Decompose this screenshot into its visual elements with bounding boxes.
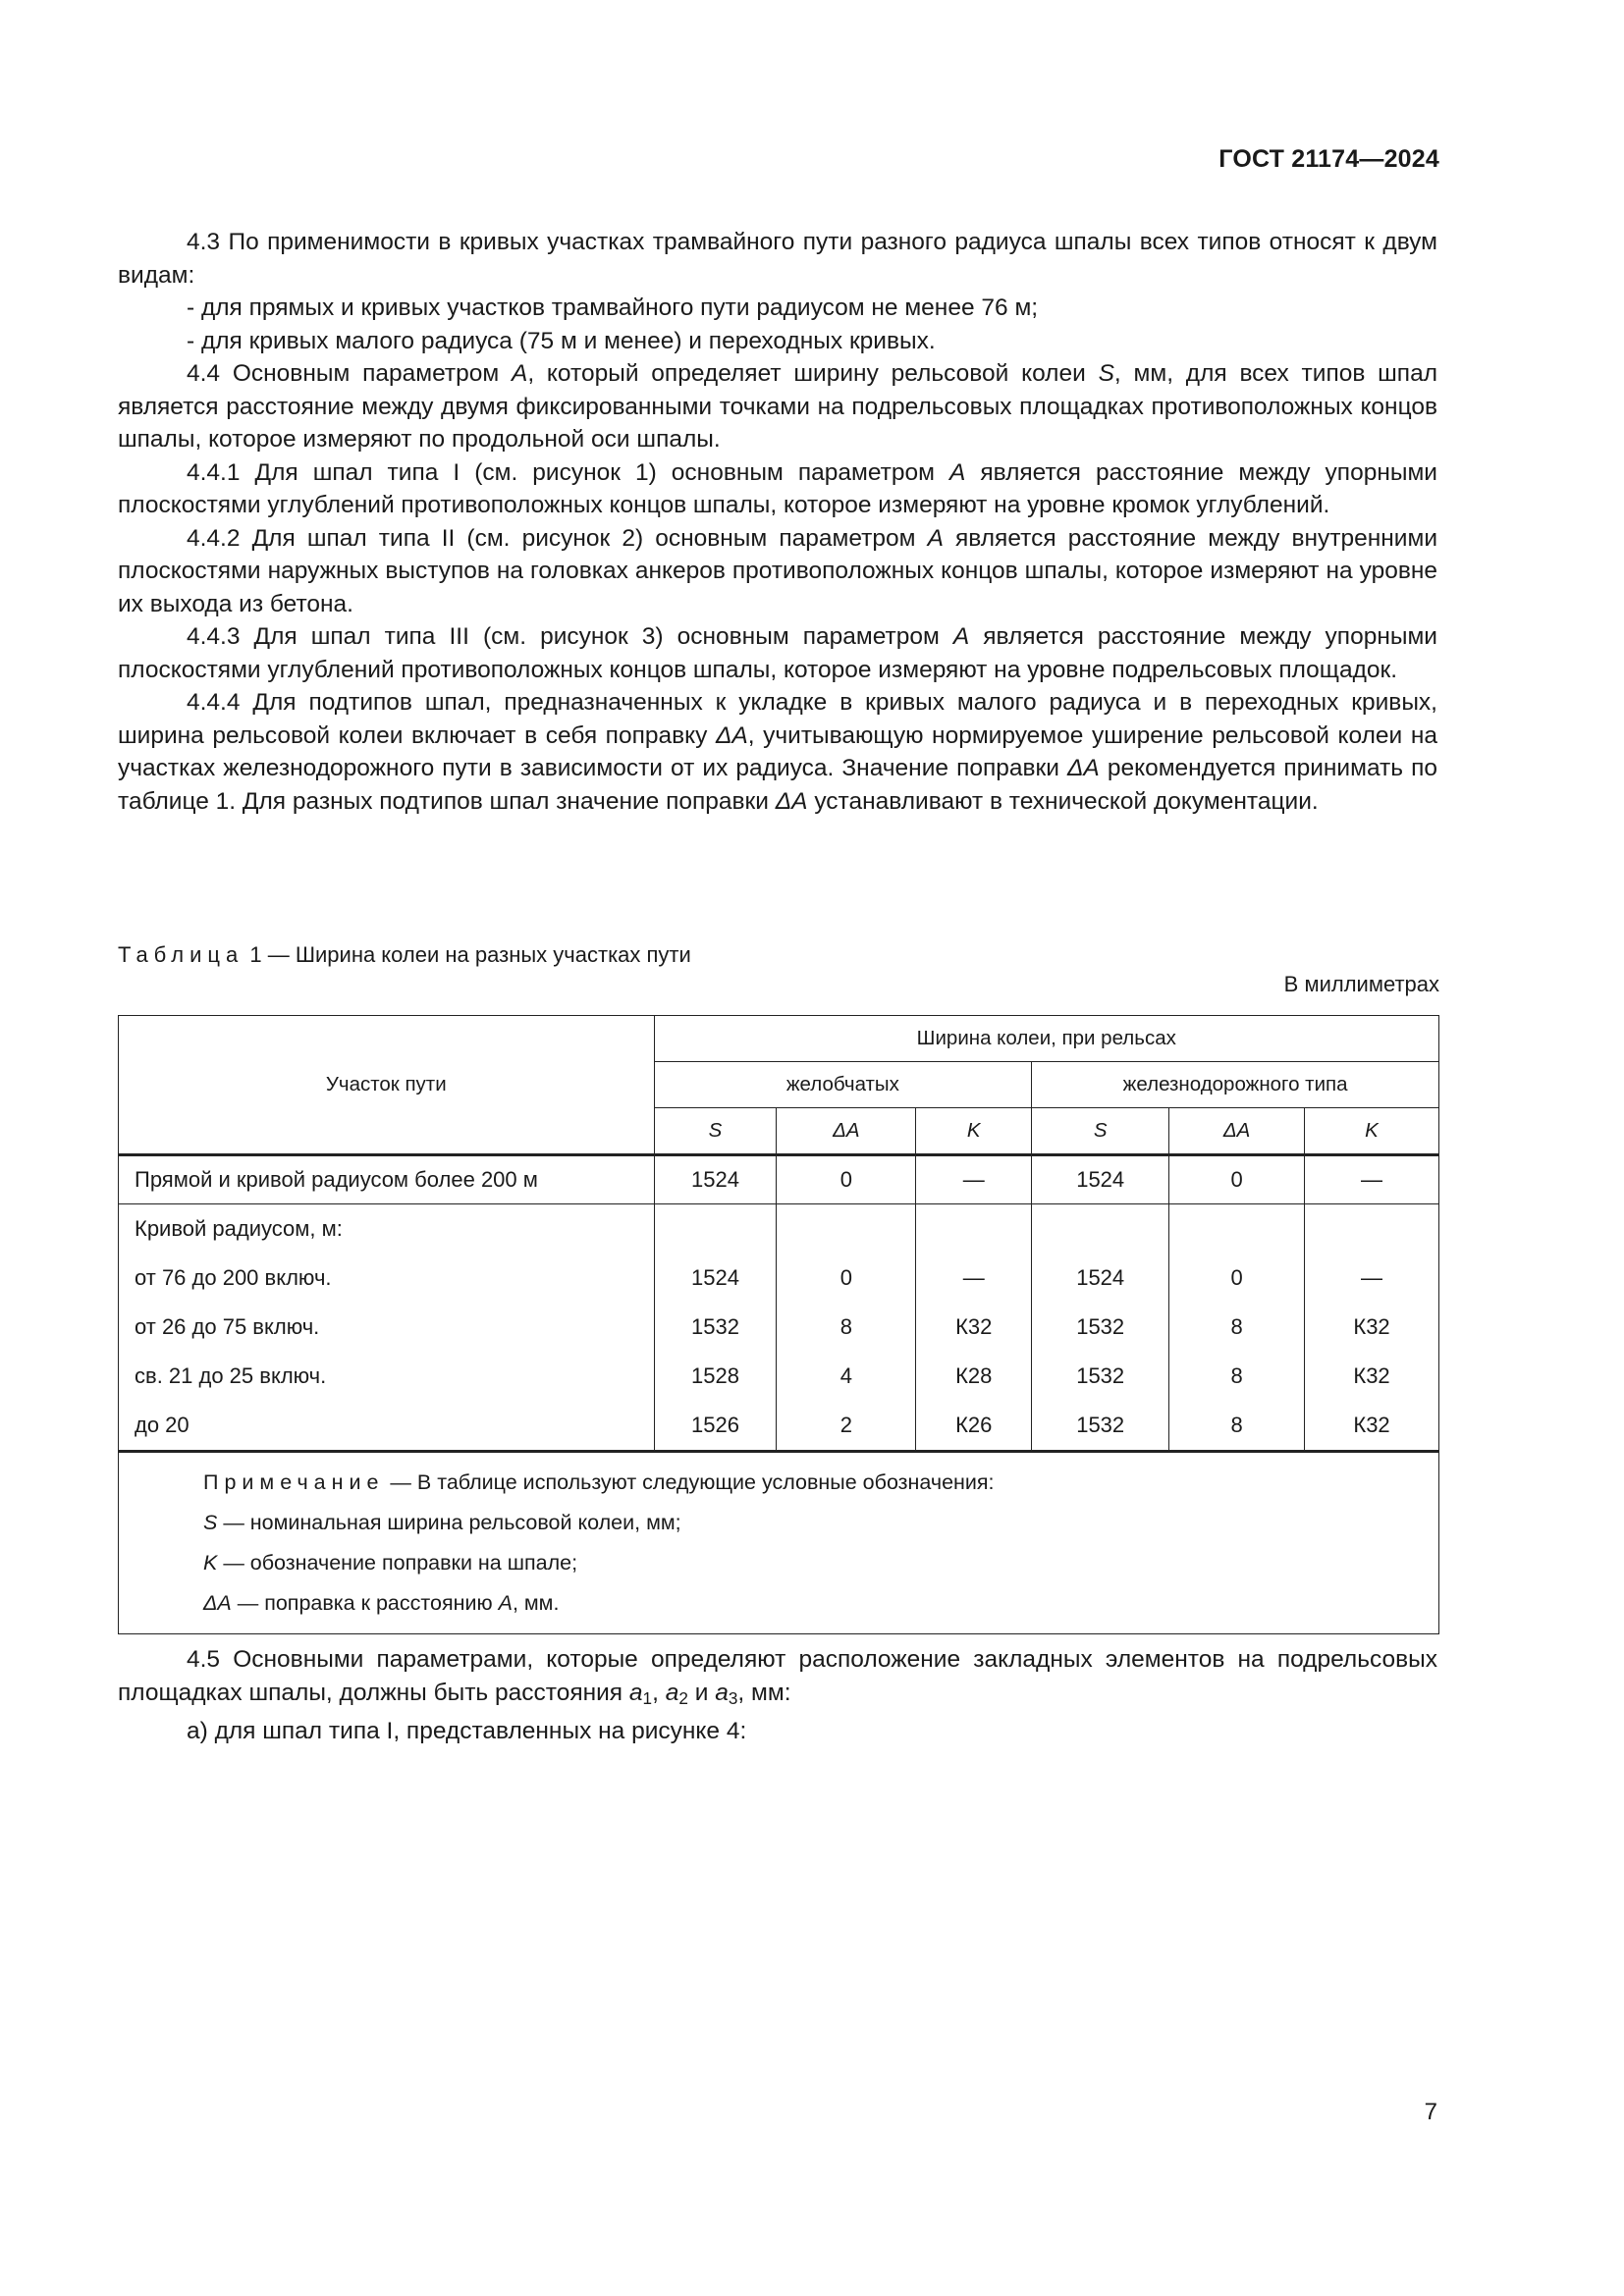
document-code: ГОСТ 21174—2024 [1218,145,1439,173]
row-label: св. 21 до 25 включ. [135,1363,327,1388]
paragraph-4-3: 4.3 По применимости в кривых участках трамвайного пути разного радиуса шпалы всех типов относят к двум видам: [118,229,1437,289]
note-intro: Примечание — В таблице используют следующие условные обозначения: [203,1470,995,1494]
note-s: S — номинальная ширина рельсовой колеи, мм; [203,1511,681,1534]
list-item: - для прямых и кривых участков трамвайного пути радиусом не менее 76 м; [187,294,1039,321]
table-cell: 1532 [1076,1314,1125,1339]
table-cell: 0 [777,1155,916,1204]
row-label: Прямой и кривой радиусом более 200 м [119,1155,655,1204]
row-label: Кривой радиусом, м: [135,1216,343,1241]
paragraph-4-4-3: 4.4.3 Для шпал типа III (см. рисунок 3) основным параметром A является расстояние между упорными плоскостями углублений противоположных концов шпалы, которое измеряют на уровне подрельсовых площадок. [118,623,1437,683]
column-cells [916,1204,1032,1452]
table-cell: К32 [1353,1363,1390,1388]
column-cells [1305,1204,1439,1452]
table-caption: Таблица 1 — Ширина колеи на разных участках пути [118,942,691,967]
table-cell: 1532 [1076,1363,1125,1388]
table-cell: 4 [839,1363,852,1388]
curve-labels [119,1204,655,1452]
table-cell: 1532 [1076,1413,1125,1437]
list-item: а) для шпал типа I, представленных на рисунке 4: [187,1718,747,1744]
table-cell: 2 [839,1413,852,1437]
paragraph-4-4-4: 4.4.4 Для подтипов шпал, предназначенных к укладке в кривых малого радиуса и в переходных кривых, ширина рельсовой колеи включает в себя поправку ΔA, учитывающую нормируемое уширение рельсовой колеи на участках железнодорожного пути в зависимости от их радиуса. Значение поправки ΔA рекомендуется принимать по таблице 1. Для разных подтипов шпал значение поправки ΔA устанавливают в технической документации. [118,689,1437,815]
list-item: - для кривых малого радиуса (75 м и менее) и переходных кривых. [187,327,936,354]
column-header-railway: железнодорожного типа [1032,1062,1439,1108]
column-cells [654,1204,777,1452]
subheader-k: K [916,1108,1032,1155]
table-units: В миллиметрах [1283,972,1439,996]
paragraph-4-4-1: 4.4.1 Для шпал типа I (см. рисунок 1) основным параметром A является расстояние между упорными плоскостями углублений противоположных концов шпалы, которое измеряют на уровне кромок углублений. [118,458,1437,518]
table-cell: 1524 [654,1155,777,1204]
table-cell: К32 [955,1314,993,1339]
table-cell: — [1361,1265,1383,1290]
subheader-k: K [1305,1108,1439,1155]
table-cell: К32 [1353,1314,1390,1339]
body-text [118,226,1437,818]
table-row [119,1155,1439,1204]
subheader-delta-a: ΔA [777,1108,916,1155]
note-k: K — обозначение поправки на шпале; [203,1551,578,1575]
subheader-s: S [1032,1108,1169,1155]
table-cell: 0 [1230,1265,1243,1290]
subheader-s: S [654,1108,777,1155]
table-cell: — [916,1155,1032,1204]
table-cell: 1526 [691,1413,739,1437]
table-cell: 1524 [1076,1265,1125,1290]
table-cell: — [962,1265,985,1290]
table-cell: 8 [1230,1363,1243,1388]
table-cell: 8 [1230,1314,1243,1339]
table-cell: К26 [955,1413,993,1437]
table-cell: 8 [839,1314,852,1339]
page-number: 7 [1424,2099,1437,2125]
column-header-grooved: желобчатых [654,1062,1032,1108]
table-cell: 0 [839,1265,852,1290]
row-label: от 76 до 200 включ. [135,1265,332,1290]
table-note [119,1452,1439,1634]
column-cells [777,1204,916,1452]
table-cell: — [1305,1155,1439,1204]
table-cell: К28 [955,1363,993,1388]
table-cell: 8 [1230,1413,1243,1437]
table-cell: 1532 [691,1314,739,1339]
track-width-table [118,1015,1439,1634]
row-label: от 26 до 75 включ. [135,1314,320,1339]
paragraph-4-4: 4.4 Основным параметром A, который определяет ширину рельсовой колеи S, мм, для всех типов шпал является расстояние между двумя фиксированными точками на подрельсовых площадках противоположных концов шпалы, которое измеряют по продольной оси шпалы. [118,360,1437,453]
table-cell: 1528 [691,1363,739,1388]
body-text-after-table [118,1643,1437,1748]
table-cell: 1524 [1032,1155,1169,1204]
table-cell: 0 [1169,1155,1305,1204]
table-cell: К32 [1353,1413,1390,1437]
paragraph-4-5: 4.5 Основными параметрами, которые определяют расположение закладных элементов на подрельсовых площадках шпалы, должны быть расстояния $a_1$, $a_2$ и $a_3$, мм: [118,1646,1437,1708]
column-cells [1169,1204,1305,1452]
note-delta-a: ΔA — поправка к расстоянию A, мм. [203,1591,560,1615]
table-cell: 1524 [691,1265,739,1290]
paragraph-4-4-2: 4.4.2 Для шпал типа II (см. рисунок 2) основным параметром A является расстояние между внутренними плоскостями наружных выступов на головках анкеров противоположных концов шпалы, которое измеряют на уровне их выхода из бетона. [118,524,1438,617]
column-cells [1032,1204,1169,1452]
row-label: до 20 [135,1413,189,1437]
table-row-group-curves [119,1204,1439,1452]
column-header-section: Участок пути [119,1016,655,1155]
table-note-row [119,1452,1439,1634]
subheader-delta-a: ΔA [1169,1108,1305,1155]
column-header-width: Ширина колеи, при рельсах [654,1016,1438,1062]
